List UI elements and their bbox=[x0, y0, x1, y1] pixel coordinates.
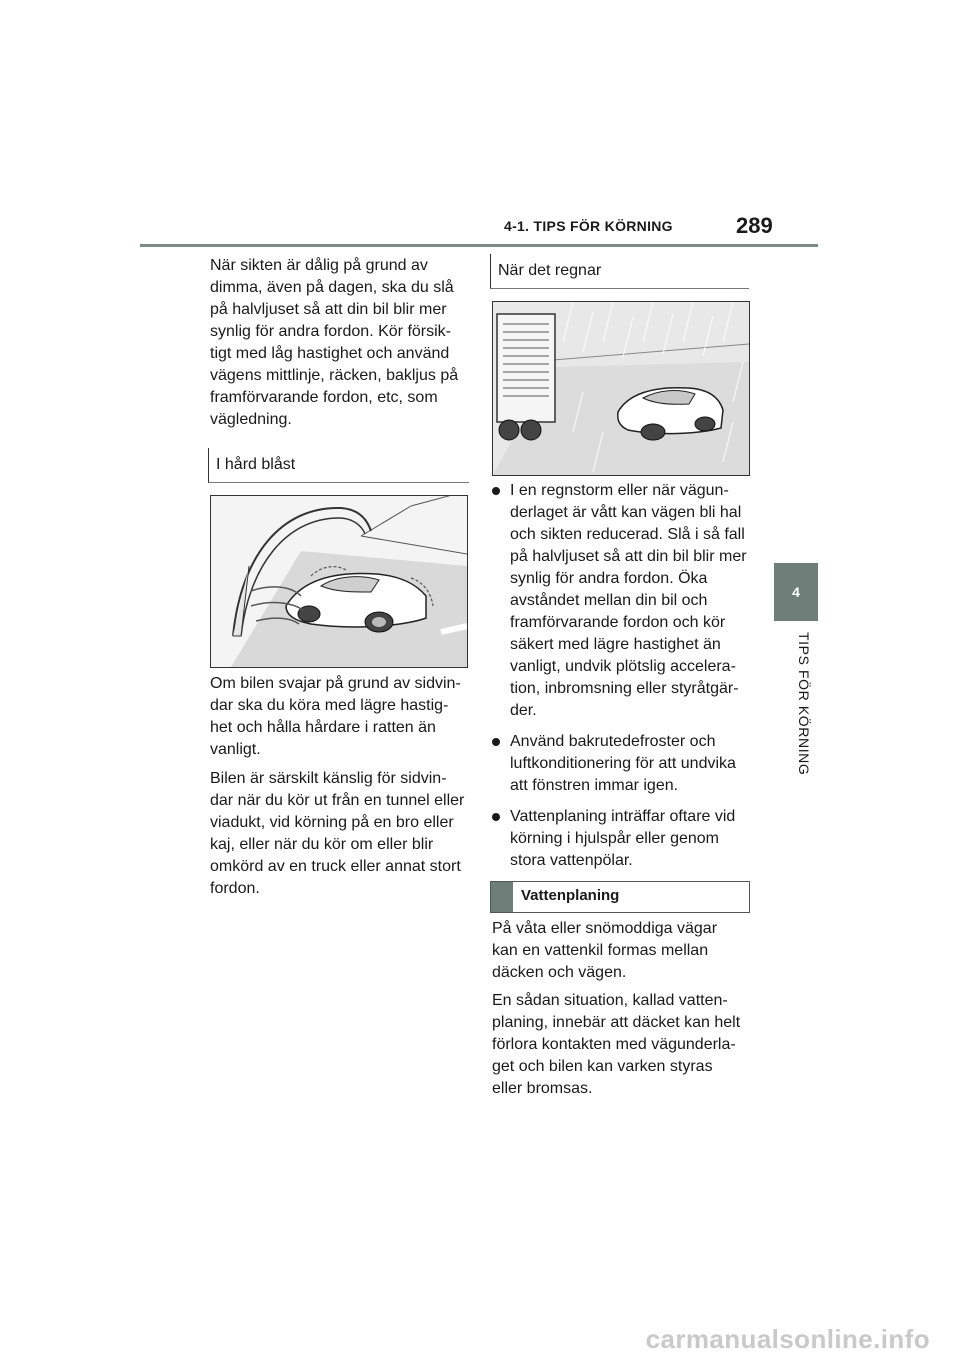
chapter-number: 4 bbox=[792, 584, 800, 600]
bullet-icon bbox=[492, 487, 500, 495]
aquaplaning-heading-box bbox=[490, 881, 750, 913]
watermark[interactable]: carmanualsonline.info bbox=[645, 1324, 930, 1354]
rain-heading: När det regnar bbox=[498, 262, 602, 279]
heading-marker bbox=[491, 882, 513, 912]
bullet-icon bbox=[492, 813, 500, 821]
section-title: 4-1. TIPS FÖR KÖRNING bbox=[504, 218, 673, 234]
aquaplaning-paragraph-1: På våta eller snömoddiga vägar kan en vattenkil formas mellan däcken och vägen. bbox=[492, 920, 718, 981]
chapter-tab bbox=[774, 563, 818, 621]
wind-tunnel-illustration bbox=[210, 495, 468, 668]
aquaplaning-heading: Vattenplaning bbox=[521, 887, 620, 904]
chapter-side-title: TIPS FÖR KÖRNING bbox=[796, 632, 812, 776]
footer bbox=[0, 1318, 960, 1358]
rain-bullet-list bbox=[492, 480, 752, 881]
page-number: 289 bbox=[736, 213, 773, 238]
list-item: Använd bakrutedefroster och luftkonditionering för att undvika att fönstren immar igen. bbox=[492, 731, 752, 797]
fog-paragraph: När sikten är dålig på grund av dimma, även på dagen, ska du slå på halvljuset så att din bil blir mer synlig för andra fordon. Kör försik- tigt med låg hastighet och använd vägens mittlinje, räcken, bakljus på framförvarande fordon, etc, som vägledning. bbox=[210, 257, 459, 428]
rain-illustration bbox=[492, 301, 750, 476]
wind-paragraph-2: Bilen är särskilt känslig för sidvin- dar när du kör ut från en tunnel eller viadukt, vid körning på en bro eller kaj, eller när du kör om eller blir omkörd av en truck eller annat stort fordon. bbox=[210, 770, 465, 897]
wind-heading: I hård blåst bbox=[216, 456, 296, 473]
wind-paragraph-1: Om bilen svajar på grund av sidvin- dar ska du köra med lägre hastig- het och hålla hårdare i ratten än vanligt. bbox=[210, 675, 461, 758]
aquaplaning-paragraph-2: En sådan situation, kallad vatten- planing, innebär att däcket kan helt förlora kontakten med vägunderla- get och bilen kan varken styras eller bromsas. bbox=[492, 992, 741, 1097]
list-item: Vattenplaning inträffar oftare vid körning i hjulspår eller genom stora vattenpölar. bbox=[492, 806, 752, 872]
list-item: I en regnstorm eller när vägun- derlaget är vått kan vägen bli hal och sikten reducerad. Slå i så fall på halvljuset så att din bil blir mer synlig för andra fordon. Öka avståndet mellan din bil och framförvarande fordon och kör säkert med lägre hastighet än vanligt, undvik plötslig accelera- tion, inbromsning eller styråtgär- der. bbox=[492, 480, 752, 722]
bullet-icon bbox=[492, 738, 500, 746]
header-divider bbox=[140, 244, 818, 247]
